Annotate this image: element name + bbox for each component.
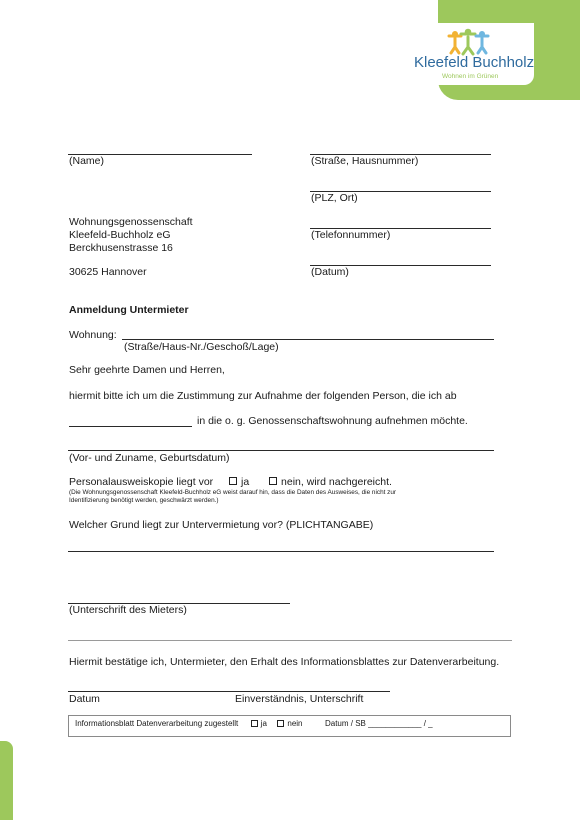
logo-name: Kleefeld Buchholz: [414, 54, 535, 71]
confirmation-date-label: Datum: [69, 693, 100, 705]
salutation: Sehr geehrte Damen und Herren,: [69, 364, 225, 376]
street-label: (Straße, Hausnummer): [311, 155, 419, 167]
person-line: [68, 450, 494, 451]
recipient-city: 30625 Hannover: [69, 266, 147, 278]
wohnung-hint: (Straße/Haus-Nr./Geschoß/Lage): [124, 341, 279, 353]
confirmation-consent-label: Einverständnis, Unterschrift: [235, 693, 364, 705]
id-copy-note-2: Identifizierung benötigt werden, geschwärzt werden.): [69, 497, 219, 504]
id-copy-no-label: nein, wird nachgereicht.: [281, 476, 392, 488]
recipient-line1: Wohnungsgenossenschaft: [69, 216, 193, 228]
office-date-sb: Datum / SB ____________ / _: [324, 719, 433, 728]
office-box-row: [75, 719, 433, 729]
reason-line: [68, 551, 494, 552]
id-copy-row: [69, 476, 392, 489]
recipient-line3: Berckhusenstrasse 16: [69, 242, 173, 254]
id-copy-yes-label: ja: [241, 476, 250, 488]
wohnung-label: Wohnung:: [69, 329, 117, 341]
confirmation-text: Hiermit bestätige ich, Untermieter, den Erhalt des Informationsblattes zur Datenverarbeitung.: [69, 656, 500, 668]
start-date-line: [69, 426, 192, 427]
recipient-line2: Kleefeld-Buchholz eG: [69, 229, 171, 241]
request-text: hiermit bitte ich um die Zustimmung zur Aufnahme der folgenden Person, die ich ab: [69, 390, 457, 402]
office-no-label: nein: [287, 719, 303, 728]
office-no-checkbox[interactable]: [277, 720, 284, 727]
wohnung-line: [122, 339, 494, 340]
corner-decoration-bottom: [0, 741, 13, 820]
office-box-label: Informationsblatt Datenverarbeitung zugestellt: [75, 719, 239, 728]
reason-question: Welcher Grund liegt zur Untervermietung vor? (PLICHTANGABE): [69, 519, 374, 531]
signature-label: (Unterschrift des Mieters): [69, 604, 187, 616]
continuation-text: in die o. g. Genossenschaftswohnung aufnehmen möchte.: [197, 415, 468, 427]
office-yes-checkbox[interactable]: [251, 720, 258, 727]
id-copy-no-checkbox[interactable]: [269, 477, 277, 485]
logo: [406, 23, 534, 85]
plz-label: (PLZ, Ort): [311, 192, 358, 204]
id-copy-yes-checkbox[interactable]: [229, 477, 237, 485]
person-label: (Vor- und Zuname, Geburtsdatum): [69, 452, 230, 464]
subject: Anmeldung Untermieter: [69, 304, 189, 316]
logo-tagline: Wohnen im Grünen: [442, 73, 499, 80]
id-copy-note-1: (Die Wohnungsgenossenschaft Kleefeld-Buchholz eG weist darauf hin, dass die Daten des Ausweises, die nicht zur: [69, 489, 397, 496]
id-copy-text: Personalausweiskopie liegt vor: [69, 476, 214, 488]
office-box: [68, 715, 511, 737]
office-yes-label: ja: [260, 719, 267, 728]
name-label: (Name): [69, 155, 105, 167]
section-divider: [68, 640, 512, 641]
phone-label: (Telefonnummer): [311, 229, 391, 241]
confirmation-line: [68, 691, 390, 692]
date-label: (Datum): [311, 266, 349, 278]
